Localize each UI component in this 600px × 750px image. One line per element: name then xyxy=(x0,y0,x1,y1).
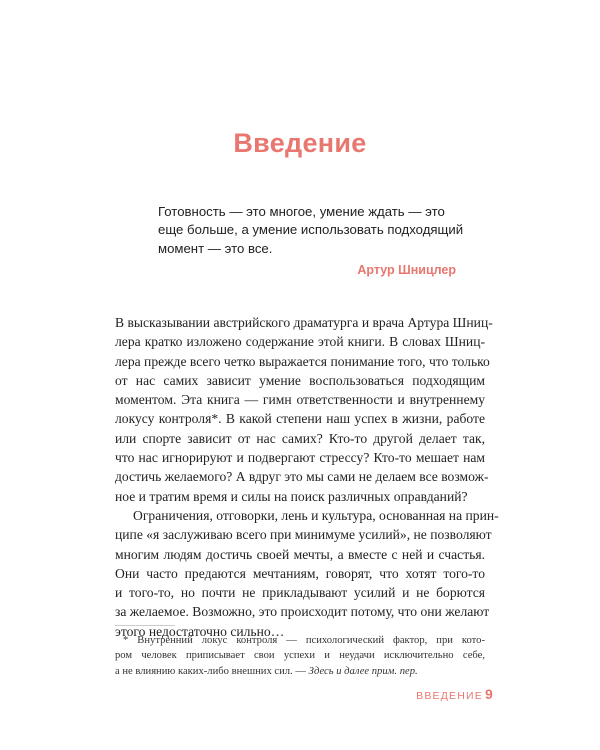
chapter-title: Введение xyxy=(233,128,367,158)
text-line: моментом. Эта книга — гимн ответственности и внутреннему xyxy=(115,392,485,408)
epigraph xyxy=(158,203,464,280)
text-line: ципе «я заслуживаю всего при минимуме усилий», не позволяют xyxy=(115,527,492,543)
text-line: за желаемое. Возможно, это происходит потому, что они желают xyxy=(115,604,490,620)
text-line: что нас игнорируют и подвергают стрессу? Кто-то мешает нам xyxy=(115,450,485,466)
epigraph-quote xyxy=(158,203,464,258)
footnote xyxy=(115,633,485,679)
footnote-text: а не влиянию каких-либо внешних сил. — xyxy=(115,665,306,677)
footnote-line xyxy=(115,664,485,679)
text-line: Ограничения, отговорки, лень и культура, основанная на прин- xyxy=(133,507,499,523)
text-line: от нас самих зависит умение воспользоваться подходящим xyxy=(115,372,485,388)
page-number: 9 xyxy=(485,686,493,702)
epigraph-author: Артур Шницлер xyxy=(357,263,456,278)
paragraph xyxy=(115,506,499,641)
text-line: и того-то, но почти не прикладывают усилий и не борются xyxy=(115,585,485,601)
text-line: локусу контроля*. В какой степени наш успех в жизни, работе xyxy=(115,411,485,427)
translator-note: Здесь и далее прим. пер. xyxy=(308,665,418,677)
footnote-line: * Внутренний локус контроля — психологический фактор, при кото- xyxy=(123,635,485,646)
body-text xyxy=(115,313,499,641)
text-line: этого недостаточно сильно… xyxy=(115,623,285,639)
running-head: ВВЕДЕНИЕ xyxy=(416,690,483,702)
paragraph xyxy=(115,313,493,506)
epigraph-line: момент — это все. xyxy=(158,240,273,256)
epigraph-line: еще больше, а умение использовать подходящий xyxy=(158,222,464,238)
epigraph-line: Готовность — это многое, умение ждать — это xyxy=(158,204,445,219)
footnote-line: ром человек приписывает свои успехи и неудачи исключительно себе, xyxy=(115,650,485,662)
text-line: В высказывании австрийского драматурга и врача Артура Шниц- xyxy=(115,315,493,330)
text-line: ное и тратим время и силы на поиск различных оправданий? xyxy=(115,488,468,504)
text-line: достичь желаемого? А вдруг это мы сами не делаем все возмож- xyxy=(115,469,489,485)
text-line: многим людям достичь своей мечты, а вместе с ней и счастья. xyxy=(115,546,485,562)
text-line: лера прежде всего четко выражается понимание того, что только xyxy=(115,353,490,369)
text-line: или спорте зависит от нас самих? Кто-то другой делает так, xyxy=(115,430,485,446)
footnote-divider xyxy=(115,625,175,626)
text-line: Они часто предаются мечтаниям, говорят, что хотят того-то xyxy=(115,565,485,581)
text-line: лера кратко изложено содержание этой книги. В словах Шниц- xyxy=(115,334,485,350)
